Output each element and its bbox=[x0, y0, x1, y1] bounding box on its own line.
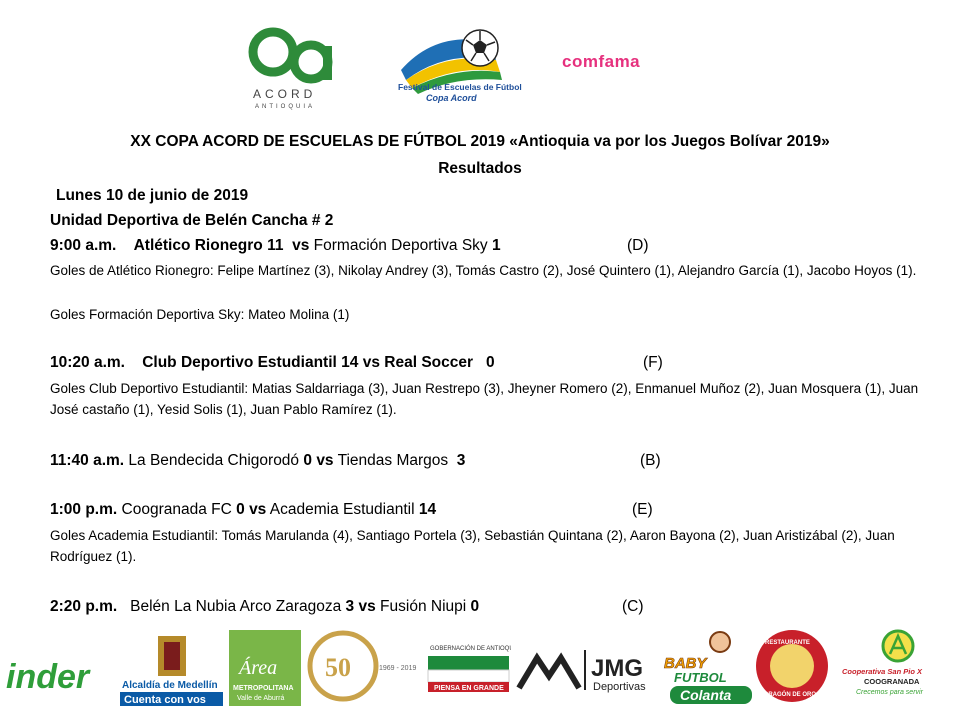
match-row bbox=[50, 501, 436, 519]
away-score: 1 bbox=[491, 237, 501, 254]
venue: Unidad Deportiva de Belén Cancha # 2 bbox=[50, 212, 334, 229]
match-row bbox=[50, 237, 501, 255]
jmg-deportivas-logo bbox=[515, 628, 660, 708]
area-valle: Valle de Aburrá bbox=[237, 695, 285, 702]
gobernacion-slogan: PIENSA EN GRANDE bbox=[434, 685, 504, 692]
indeportes-logo bbox=[305, 628, 420, 708]
away-score: 3 bbox=[456, 452, 466, 469]
medellin-name: Alcaldía de Medellín bbox=[122, 680, 218, 691]
away-team: Fusión Niupi bbox=[380, 598, 467, 615]
match-row bbox=[50, 598, 479, 616]
area-metropolitana: METROPOLITANA bbox=[233, 685, 294, 692]
match-group: (C) bbox=[622, 598, 644, 615]
indeportes-years: 50 bbox=[325, 653, 351, 682]
gobernacion-name: GOBERNACIÓN DE ANTIOQUIA bbox=[430, 646, 511, 652]
match-group: (D) bbox=[627, 237, 649, 254]
match-row bbox=[50, 452, 465, 470]
dragon-de-oro-logo bbox=[752, 628, 832, 708]
dragon-restaurant: RESTAURANTE bbox=[765, 640, 810, 646]
away-team: Academia Estudiantil bbox=[269, 501, 415, 518]
area-metropolitana-logo bbox=[229, 628, 301, 708]
match-group: (F) bbox=[643, 354, 663, 371]
away-team: Tiendas Margos bbox=[337, 452, 449, 469]
away-team: Real Soccer bbox=[384, 354, 474, 371]
festival-line2: Copa Acord bbox=[426, 93, 477, 103]
area-word: Área bbox=[239, 657, 278, 679]
away-score: 14 bbox=[418, 501, 437, 518]
away-score: 0 bbox=[470, 598, 480, 615]
match-time: 11:40 a.m. bbox=[50, 452, 125, 469]
document-title: XX COPA ACORD DE ESCUELAS DE FÚTBOL 2019 «Antioquia va por los Juegos Bolívar 2019» bbox=[130, 133, 830, 150]
medellin-slogan: Cuenta con vos bbox=[124, 694, 206, 706]
match-time: 2:20 p.m. bbox=[50, 598, 118, 615]
alcaldia-medellin-logo bbox=[120, 628, 225, 708]
festival-line1: Festival de Escuelas de Fútbol bbox=[398, 82, 522, 92]
goal-scorers: Goles Club Deportivo Estudiantil: Matias Saldarriaga (3), Juan Restrepo (3), Jheyner Romero (2), Enmanuel Muñoz (2), Juan Mosquera (1), Juan José castaño (1), Yesid Solis (1), Juan Pablo Ramírez (1). bbox=[50, 381, 919, 417]
goal-scorers: Goles Formación Deportiva Sky: Mateo Molina (1) bbox=[50, 307, 350, 322]
comfama-logo: comfama bbox=[562, 52, 641, 71]
coogranada-logo bbox=[840, 628, 958, 708]
colanta-word: Colanta bbox=[680, 687, 732, 703]
dragon-name: DRAGÓN DE ORO bbox=[764, 692, 817, 698]
goal-scorers: Goles de Atlético Rionegro: Felipe Martínez (3), Nikolay Andrey (3), Tomás Castro (2), José Quintero (1), Alejandro García (1), Jacobo Hoyos (1). bbox=[50, 263, 917, 278]
festival-logo bbox=[396, 20, 536, 105]
home-score: 11 bbox=[267, 237, 284, 254]
home-team: Atlético Rionegro bbox=[133, 237, 263, 254]
home-team: Club Deportivo Estudiantil bbox=[142, 354, 337, 371]
match-time: 10:20 a.m. bbox=[50, 354, 125, 371]
match-time: 1:00 p.m. bbox=[50, 501, 118, 518]
jmg-sub: Deportivas bbox=[593, 681, 646, 693]
away-team: Formación Deportiva Sky bbox=[313, 237, 488, 254]
inder-logo bbox=[4, 628, 114, 708]
goal-scorers: Goles Academia Estudiantil: Tomás Marulanda (4), Santiago Portela (3), Sebastián Quintana (2), Aaron Bayona (2), Juan Aristizábal (2), Juan Rodríguez (1). bbox=[50, 528, 895, 564]
vs-label: vs bbox=[292, 237, 310, 254]
vs-label: vs bbox=[316, 452, 334, 469]
indeportes-range: 1969 - 2019 bbox=[379, 665, 417, 672]
away-score: 0 bbox=[485, 354, 495, 371]
home-score: 3 bbox=[345, 598, 355, 615]
acord-logo bbox=[243, 18, 351, 110]
home-score: 0 bbox=[303, 452, 312, 469]
jmg-word: JMG bbox=[591, 655, 644, 682]
vs-label: vs bbox=[358, 598, 376, 615]
vs-label: vs bbox=[249, 501, 267, 518]
coop-name: Cooperativa San Pio X bbox=[842, 667, 923, 676]
gobernacion-antioquia-logo bbox=[426, 628, 511, 708]
home-team: Coogranada FC bbox=[121, 501, 232, 518]
vs-label: vs bbox=[362, 354, 380, 371]
home-score: 0 bbox=[236, 501, 245, 518]
inder-text: inder bbox=[6, 658, 90, 696]
match-group: (B) bbox=[640, 452, 661, 469]
home-team: La Bendecida Chigorodó bbox=[128, 452, 300, 469]
match-group: (E) bbox=[632, 501, 653, 518]
baby-word: BABY bbox=[664, 655, 707, 672]
match-date: Lunes 10 de junio de 2019 bbox=[56, 187, 249, 204]
coop-brand: COOGRANADA bbox=[864, 677, 920, 686]
home-score: 14 bbox=[341, 354, 359, 371]
document-subtitle: Resultados bbox=[438, 160, 522, 177]
acord-region: ANTIOQUIA bbox=[255, 104, 316, 110]
futbol-word: FUTBOL bbox=[674, 670, 727, 685]
match-time: 9:00 a.m. bbox=[50, 237, 117, 254]
match-row bbox=[50, 354, 495, 372]
acord-name: ACORD bbox=[253, 87, 317, 101]
coop-slogan: Crecemos para servir bbox=[856, 689, 923, 696]
home-team: Belén La Nubia Arco Zaragoza bbox=[130, 598, 342, 615]
baby-futbol-colanta-logo bbox=[662, 628, 754, 708]
